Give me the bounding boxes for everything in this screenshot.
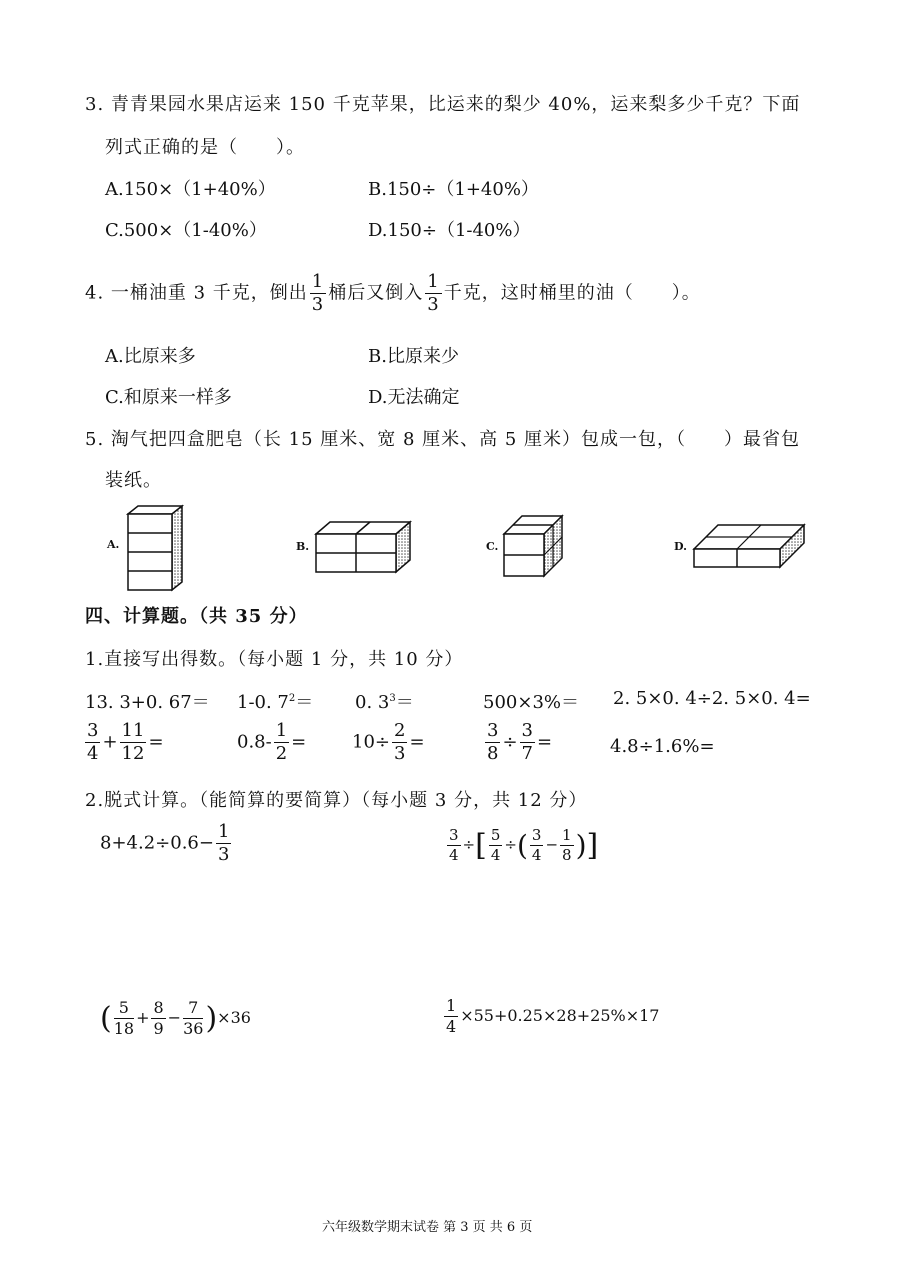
calc-2-5: 4.8÷1.6%= [610,736,715,757]
q5-figure-a [126,504,186,592]
q3-option-b: B.150÷（1+40%） [368,179,539,200]
q3-stem-line1: 3. 青青果园水果店运来 150 千克苹果，比运来的梨少 40%，运来梨多少千克？下面 [85,94,801,115]
section-4-part1-heading: 1.直接写出得数。（每小题 1 分，共 10 分） [85,649,464,670]
q4-stem [85,273,701,314]
q4-stem-part3: 千克，这时桶里的油（ ）。 [443,282,701,304]
q3-option-a: A.150×（1+40%） [105,179,276,200]
q3-option-c: C.500×（1-40%） [105,220,267,241]
calc-1-5: 2. 5×0. 4÷2. 5×0. 4= [613,688,811,709]
q4-fraction-1: $\frac{1}{3}$ [311,271,325,315]
q5-figure-label-d: D. [674,540,687,553]
section-4-title: 四、计算题。（共 35 分） [85,606,308,627]
q4-fraction-2: $\frac{1}{3}$ [427,271,440,315]
q5-figure-label-c: C. [486,540,499,553]
q4-option-b: B.比原来少 [368,346,459,367]
q4-option-c: C.和原来一样多 [105,387,232,408]
calc-2-2: 0.8- $\frac{1}{2}$ = [237,720,307,764]
section-4-part2-heading: 2.脱式计算。（能简算的要简算）（每小题 3 分，共 12 分） [85,790,588,811]
problem-2-1: 8+4.2÷0.6− $\frac{1}{3}$ [100,821,230,865]
q5-figure-c [502,514,564,578]
calc-2-4: $\frac{3}{8}$ ÷ $\frac{3}{7}$ = [487,720,553,764]
q5-figure-d [692,523,806,569]
q3-stem-line2: 列式正确的是（ ）。 [105,137,305,158]
q4-stem-part1: 4. 一桶油重 3 千克，倒出 [85,282,308,304]
calc-1-1: 13. 3+0. 67＝ [85,692,210,713]
q5-figure-b [314,520,414,574]
q4-option-d: D.无法确定 [368,387,460,408]
problem-2-2: $\frac{3}{4}$ ÷[ $\frac{5}{4}$ ÷( $\frac{3}{4}$ − $\frac{1}{8}$ )] [449,826,599,864]
q5-figure-label-b: B. [296,540,310,553]
calc-1-2: 1-0. $7^2=$ [237,692,314,713]
q5-stem-line2: 装纸。 [105,470,162,491]
q5-figure-label-a: A. [107,538,120,551]
page-footer: 六年级数学期末试卷 第 3 页 共 6 页 [322,1220,533,1235]
q4-stem-part2: 桶后又倒入 [328,282,424,304]
calc-1-4: 500×3%＝ [483,692,579,713]
calc-2-3: 10÷ $\frac{2}{3}$ = [352,720,425,764]
q4-option-a: A.比原来多 [105,346,196,367]
q5-stem-line1: 5. 淘气把四盒肥皂（长 15 厘米、宽 8 厘米、高 5 厘米）包成一包，（ ）最省包 [85,429,801,450]
problem-2-4: $\frac{1}{4}$ ×55+0.25×28+25%×17 [446,996,660,1036]
calc-1-3: 0. $3^3=$ [355,692,414,713]
problem-2-3: ( $\frac{5}{18}$ + $\frac{8}{9}$ − $\frac{7}{36}$ )×36 [100,998,251,1038]
calc-2-1: $\frac{3}{4}$ + $\frac{11}{12}$ = [87,720,164,764]
q3-option-d: D.150÷（1-40%） [368,220,531,241]
